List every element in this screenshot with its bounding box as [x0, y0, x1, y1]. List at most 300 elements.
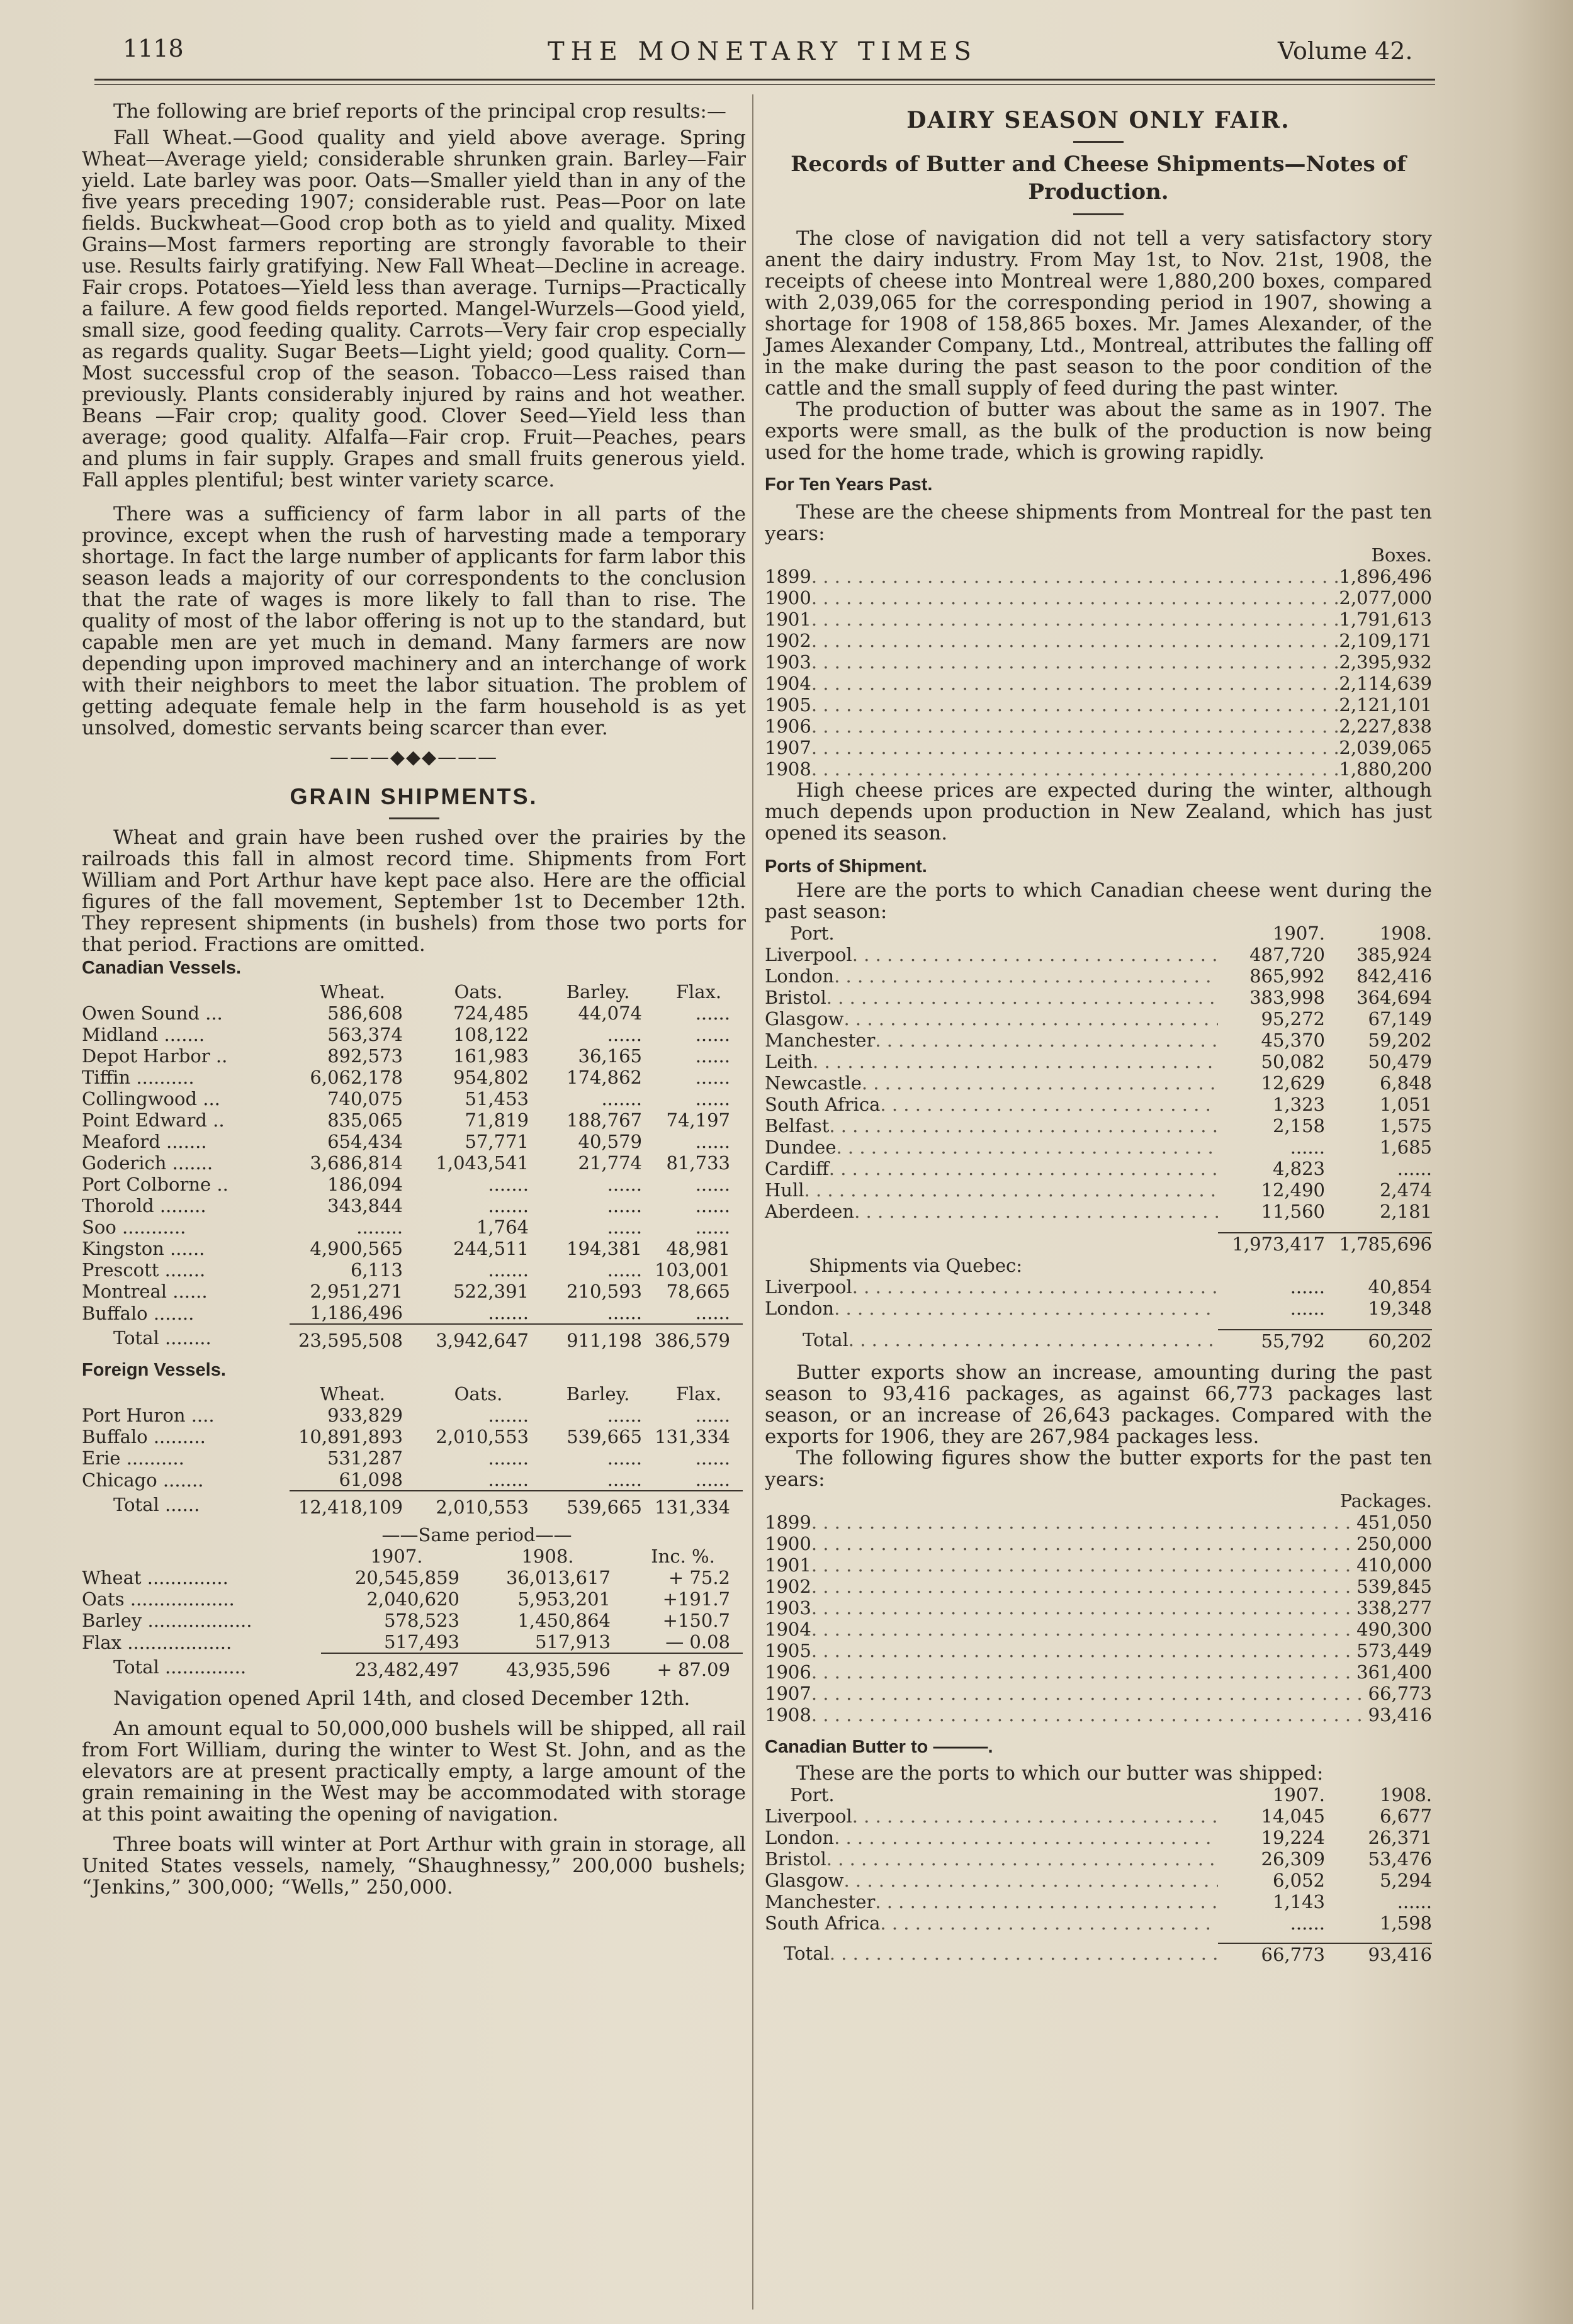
- port-name: Port Colborne ..: [82, 1174, 228, 1195]
- table-row: [82, 1259, 743, 1281]
- table-row: [82, 1088, 743, 1109]
- total-value: 12,418,109: [290, 1491, 415, 1518]
- total-value: 2,010,553: [415, 1491, 541, 1518]
- year-label: 1899: [765, 1512, 811, 1533]
- cell-value: 188,767: [567, 1109, 642, 1131]
- leader-dots: [875, 1891, 1218, 1912]
- value-1908: 1,685: [1379, 1137, 1432, 1158]
- cell-value: ......: [607, 1024, 642, 1045]
- table-row: [82, 1109, 743, 1131]
- total-value: 539,665: [541, 1491, 655, 1518]
- cell-value: 517,493: [384, 1631, 459, 1653]
- col-wheat: Wheat.: [320, 981, 385, 1002]
- leader-dots: [880, 1912, 1218, 1934]
- cell-value: 71,819: [465, 1109, 529, 1131]
- year-value: 2,039,065: [1339, 737, 1432, 758]
- table-header-row: [765, 1784, 1432, 1805]
- table-row: [82, 1174, 743, 1195]
- year-value: 1,880,200: [1339, 758, 1432, 780]
- total-value: 43,935,596: [472, 1653, 623, 1680]
- canadian-butter-heading: Canadian Butter to ———.: [765, 1737, 993, 1757]
- table-row: [82, 1631, 743, 1653]
- value-1908: 5,294: [1379, 1870, 1432, 1891]
- cell-value: 74,197: [666, 1109, 730, 1131]
- value-1908: 364,694: [1356, 987, 1432, 1008]
- table-header-row: [82, 1546, 743, 1567]
- value-1908: 2,181: [1379, 1201, 1432, 1222]
- cell-value: 2,951,271: [310, 1281, 403, 1302]
- value-1907: 11,560: [1261, 1201, 1325, 1222]
- leader-dots: [852, 1805, 1218, 1827]
- leader-dots: [811, 1533, 1356, 1554]
- value-1907: 383,998: [1249, 987, 1325, 1008]
- leader-dots: [804, 1179, 1218, 1201]
- leader-dots: [830, 1943, 1218, 1965]
- leader-dots: [811, 1619, 1356, 1640]
- port-name: Bristol: [765, 987, 826, 1008]
- value-1908: 26,371: [1368, 1827, 1432, 1848]
- table-row: [82, 1405, 743, 1426]
- port-name: Midland .......: [82, 1024, 205, 1045]
- total-label: Total: [803, 1329, 849, 1350]
- value-1907: 14,045: [1261, 1805, 1325, 1827]
- list-item: [765, 587, 1432, 609]
- leader-dots: [811, 1597, 1356, 1619]
- title-rule: [1073, 141, 1124, 143]
- leader-dots: [826, 987, 1218, 1008]
- port-name: Thorold ........: [82, 1195, 206, 1216]
- port-name: Aberdeen: [765, 1201, 855, 1222]
- total-1907: 55,792: [1218, 1329, 1325, 1352]
- col-1907: 1907.: [1272, 1784, 1325, 1805]
- port-name: Buffalo .........: [82, 1426, 206, 1447]
- table-row: [765, 1008, 1432, 1030]
- cell-value: 6,062,178: [310, 1067, 403, 1088]
- year-label: 1900: [765, 587, 811, 609]
- cell-value: .......: [488, 1195, 529, 1216]
- same-period-label: ——Same period——: [381, 1524, 572, 1546]
- list-item: [765, 1597, 1432, 1619]
- butter-ports-table: [765, 1784, 1432, 1965]
- table-row: [82, 1447, 743, 1469]
- cell-value: ......: [695, 1195, 730, 1216]
- column-rule: [752, 94, 753, 2310]
- table-row: [765, 987, 1432, 1008]
- value-1907: 12,490: [1261, 1179, 1325, 1201]
- table-row: [765, 1201, 1432, 1222]
- year-value: 539,845: [1356, 1576, 1432, 1597]
- leader-dots: [843, 1870, 1218, 1891]
- year-label: 1900: [765, 1533, 811, 1554]
- value-1908: 6,848: [1379, 1072, 1432, 1094]
- cell-value: 131,334: [655, 1426, 730, 1447]
- list-item: [765, 737, 1432, 758]
- total-label: Total ..............: [113, 1656, 247, 1678]
- dairy-paragraph-1: The close of navigation did not tell a very satisfactory story anent the dairy industry. From May 1st, to Nov. 21st, 1908, the receipts of cheese into Montreal were 1,880,200 boxes, compared with 2,039,065 for the corresponding period in 1907, showing a shortage for 1908 of 158,865 boxes. Mr. James Alexander, of the James Alexander Company, Ltd., Montreal, attributes the falling off in the make during the past season to the poor condition of the cattle and the small supply of feed during the past winter.: [765, 227, 1432, 400]
- value-1908: 53,476: [1368, 1848, 1432, 1870]
- leader-dots: [811, 1512, 1356, 1533]
- port-name: Erie ..........: [82, 1447, 184, 1469]
- value-1908: 19,348: [1368, 1298, 1432, 1319]
- value-1907: 2,158: [1272, 1115, 1325, 1137]
- left-column: [82, 101, 746, 1898]
- table-row: [82, 1281, 743, 1302]
- year-label: 1904: [765, 1619, 811, 1640]
- cell-value: ......: [695, 1447, 730, 1469]
- value-1907: ......: [1290, 1298, 1325, 1319]
- ten-years-heading: For Ten Years Past.: [765, 474, 933, 495]
- leader-dots: [834, 965, 1218, 987]
- spacer: [765, 1319, 1432, 1329]
- col-barley: Barley.: [566, 1383, 630, 1405]
- crop-report: Fall Wheat.—Good quality and yield above average. Spring Wheat—Average yield; considerable shrunken grain. Barley—Fair yield. Late barley was poor. Oats—Smaller yield than in any of the five years preceding 1907; considerable rust. Peas—Poor on late fields. Buckwheat—Good crop both as to yield and quality. Mixed Grains—Most farmers reporting are strongly favorable to their use. Results fairly gratifying. New Fall Wheat—Decline in acreage. Fair crops. Potatoes—Yield less than average. Turnips—Practically a failure. A few good fields reported. Mangel-Wurzels—Good yield, small size, good feeding quality. Carrots—Very fair crop especially as regards quality. Sugar Beets—Light yield; good quality. Corn— Most successful crop of the season. Tobacco—Less raised than previously. Plants considerably injured by rains and hot weather. Beans —Fair crop; quality good. Clover Seed—Yield less than average; good quality. Alfalfa—Fair crop. Fruit—Peaches, pears and plums in fair supply. Grapes and small fruits generous yield. Fall apples plentiful; best winter variety scarce.: [82, 126, 746, 491]
- cell-value: 517,913: [535, 1631, 611, 1653]
- total-value: 3,942,647: [415, 1324, 541, 1351]
- list-item: [765, 1661, 1432, 1683]
- table-row: [82, 1024, 743, 1045]
- cell-value: ......: [695, 1067, 730, 1088]
- leader-dots: [829, 1158, 1218, 1179]
- col-oats: Oats.: [454, 1383, 503, 1405]
- ports-table: [765, 923, 1432, 1352]
- cell-value: .......: [488, 1447, 529, 1469]
- port-name: Leith: [765, 1051, 813, 1072]
- port-name: Buffalo .......: [82, 1302, 195, 1324]
- leader-dots: [811, 1683, 1368, 1704]
- foreign-vessels-heading: Foreign Vessels.: [82, 1360, 226, 1380]
- packages-label: Packages.: [1339, 1490, 1432, 1512]
- port-name: Tiffin ..........: [82, 1067, 195, 1088]
- canadian-vessels-table: [82, 981, 743, 1351]
- year-value: 66,773: [1368, 1683, 1432, 1704]
- table-row: [765, 1891, 1432, 1912]
- cell-value: 2,010,553: [436, 1426, 529, 1447]
- cell-value: 108,122: [453, 1024, 529, 1045]
- cell-value: 343,844: [327, 1195, 403, 1216]
- total-value: 23,482,497: [321, 1653, 472, 1680]
- cell-value: + 75.2: [668, 1567, 730, 1588]
- year-label: 1906: [765, 716, 811, 737]
- col-barley: Barley.: [566, 981, 630, 1002]
- cell-value: ......: [607, 1216, 642, 1238]
- total-row: [765, 1329, 1432, 1352]
- total-label: Total ........: [113, 1327, 211, 1349]
- spacer: [835, 923, 1218, 944]
- port-name: Owen Sound ...: [82, 1002, 223, 1024]
- port-name: Cardiff: [765, 1158, 829, 1179]
- rail-paragraph: An amount equal to 50,000,000 bushels will be shipped, all rail from Fort William, during the winter to West St. John, and as the elevators are at present practically empty, a large amount of the grain remaining in the West may be accommodated with storage at this point awaiting the opening of navigation.: [82, 1717, 746, 1826]
- crop-intro: The following are brief reports of the principal crop results:—: [113, 100, 726, 123]
- cell-value: ........: [356, 1216, 403, 1238]
- cell-value: ......: [695, 1024, 730, 1045]
- port-name: Wheat ..............: [82, 1567, 228, 1588]
- subtitle-rule: [1073, 213, 1124, 215]
- year-value: 2,395,932: [1339, 651, 1432, 673]
- total-1908: 93,416: [1325, 1943, 1432, 1965]
- col-1908: 1908.: [1379, 923, 1432, 944]
- page-header: [94, 35, 1416, 72]
- cell-value: ......: [695, 1088, 730, 1109]
- cell-value: 654,434: [327, 1131, 403, 1152]
- col-1908: 1908.: [1379, 1784, 1432, 1805]
- table-row: [765, 1805, 1432, 1827]
- value-1908: ......: [1397, 1891, 1432, 1912]
- butter-ports-intro: These are the ports to which our butter was shipped:: [796, 1762, 1324, 1785]
- cell-value: ......: [607, 1405, 642, 1426]
- quebec-label: Shipments via Quebec:: [809, 1255, 1022, 1276]
- col-flax: Flax.: [675, 1383, 722, 1405]
- port-name: Dundee: [765, 1137, 837, 1158]
- list-item: [765, 609, 1432, 630]
- cheese-note: High cheese prices are expected during the winter, although much depends upon production in New Zealand, which has just opened its season.: [765, 779, 1432, 845]
- cell-value: ......: [695, 1045, 730, 1067]
- cell-value: ......: [695, 1002, 730, 1024]
- table-row: [82, 1131, 743, 1152]
- cell-value: 4,900,565: [310, 1238, 403, 1259]
- table-row: [765, 965, 1432, 987]
- port-name: Depot Harbor ..: [82, 1045, 228, 1067]
- year-value: 1,896,496: [1339, 566, 1432, 587]
- list-item: [765, 1512, 1432, 1533]
- cell-value: .......: [488, 1469, 529, 1490]
- port-name: Goderich .......: [82, 1152, 213, 1174]
- leader-dots: [843, 1008, 1218, 1030]
- value-1907: 6,052: [1272, 1870, 1325, 1891]
- year-value: 1,791,613: [1339, 609, 1432, 630]
- list-item: [765, 651, 1432, 673]
- year-label: 1902: [765, 630, 811, 651]
- cell-value: 531,287: [327, 1447, 403, 1469]
- port-name: Prescott .......: [82, 1259, 206, 1281]
- table-row: [765, 1870, 1432, 1891]
- col-1907: 1907.: [1272, 923, 1325, 944]
- port-name: London: [765, 1827, 835, 1848]
- port-name: Liverpool: [765, 1805, 852, 1827]
- port-name: Montreal ......: [82, 1281, 208, 1302]
- sum-1908: 1,785,696: [1325, 1232, 1432, 1255]
- port-name: South Africa: [765, 1094, 881, 1115]
- leader-dots: [811, 673, 1339, 694]
- list-item: [765, 673, 1432, 694]
- table-row: [82, 1195, 743, 1216]
- value-1907: 95,272: [1261, 1008, 1325, 1030]
- port-name: Liverpool: [765, 944, 852, 965]
- cell-value: 174,862: [567, 1067, 642, 1088]
- cell-value: ......: [607, 1259, 642, 1281]
- table-row: [765, 944, 1432, 965]
- table-row: [82, 1238, 743, 1259]
- table-header-row: [82, 981, 743, 1002]
- table-row: [82, 1469, 743, 1491]
- cell-value: +150.7: [662, 1610, 730, 1631]
- foreign-vessels-table: [82, 1383, 743, 1518]
- cell-value: ......: [695, 1216, 730, 1238]
- cell-value: 186,094: [327, 1174, 403, 1195]
- leader-dots: [811, 587, 1339, 609]
- leader-dots: [849, 1329, 1218, 1352]
- ports-intro: Here are the ports to which Canadian cheese went during the past season:: [765, 879, 1432, 923]
- leader-dots: [811, 1554, 1356, 1576]
- total-row: [82, 1491, 743, 1518]
- total-row: [765, 1943, 1432, 1965]
- port-name: Meaford .......: [82, 1131, 207, 1152]
- value-1907: 12,629: [1261, 1072, 1325, 1094]
- list-item: [765, 1640, 1432, 1661]
- list-item: [765, 1619, 1432, 1640]
- port-name: Port Huron ....: [82, 1405, 215, 1426]
- leader-dots: [875, 1030, 1218, 1051]
- port-name: Collingwood ...: [82, 1088, 220, 1109]
- year-value: 2,114,639: [1339, 673, 1432, 694]
- cheese-intro: These are the cheese shipments from Montreal for the past ten years:: [765, 501, 1432, 545]
- leader-dots: [811, 566, 1339, 587]
- cell-value: 81,733: [666, 1152, 730, 1174]
- port-name: London: [765, 965, 835, 987]
- port-name: South Africa: [765, 1912, 881, 1934]
- value-1907: 4,823: [1272, 1158, 1325, 1179]
- table-row: [765, 1276, 1432, 1298]
- table-row: [82, 1216, 743, 1238]
- leader-dots: [811, 758, 1339, 780]
- table-row: [82, 1610, 743, 1631]
- year-label: 1908: [765, 758, 811, 780]
- port-name: Chicago .......: [82, 1469, 204, 1491]
- leader-dots: [811, 1704, 1368, 1726]
- list-item: [765, 566, 1432, 587]
- cell-value: 539,665: [567, 1426, 642, 1447]
- leader-dots: [813, 1051, 1218, 1072]
- cell-value: ......: [695, 1302, 730, 1323]
- port-name: Glasgow: [765, 1870, 844, 1891]
- total-value: 386,579: [655, 1324, 743, 1351]
- total-row: [82, 1324, 743, 1351]
- total-row: [82, 1653, 743, 1680]
- list-item: [765, 694, 1432, 716]
- port-name: Barley ..................: [82, 1610, 252, 1631]
- value-1907: 1,143: [1272, 1891, 1325, 1912]
- butter-years-list: [765, 1512, 1432, 1726]
- spacer: [765, 1232, 1218, 1255]
- cell-value: 578,523: [384, 1610, 459, 1631]
- cell-value: 5,953,201: [517, 1588, 611, 1610]
- cell-value: 586,608: [327, 1002, 403, 1024]
- total-label: Total: [784, 1943, 830, 1964]
- year-label: 1908: [765, 1704, 811, 1726]
- labor-paragraph: There was a sufficiency of farm labor in all parts of the province, except when the rush of harvesting made a temporary shortage. In fact the large number of applicants for farm labor this season leads a majority of our correspondents to the conclusion that the rate of wages is more likely to fall than to rise. The quality of most of the labor offering is not up to the standard, but capable men are yet much in demand. Many farmers are now depending upon improved machinery and an interchange of work with their neighbors to meet the labor situation. The problem of getting adequate female help in the farm household is as yet unsolved, domestic servants being scarcer than ever.: [82, 503, 746, 739]
- col-flax: Flax.: [675, 981, 722, 1002]
- leader-dots: [880, 1094, 1218, 1115]
- cell-value: ......: [695, 1405, 730, 1426]
- leader-dots: [862, 1072, 1218, 1094]
- table-row: [765, 1912, 1432, 1934]
- value-1908: 1,051: [1379, 1094, 1432, 1115]
- cell-value: ......: [607, 1469, 642, 1490]
- port-name: Flax ..................: [82, 1631, 232, 1653]
- port-name: Liverpool: [765, 1276, 852, 1298]
- port-name: Oats ..................: [82, 1588, 235, 1610]
- cell-value: ......: [607, 1447, 642, 1469]
- cell-value: 954,802: [453, 1067, 529, 1088]
- port-name: Point Edward ..: [82, 1109, 225, 1131]
- leader-dots: [811, 630, 1339, 651]
- list-item: [765, 758, 1432, 780]
- table-row: [765, 1115, 1432, 1137]
- value-1908: 1,598: [1379, 1912, 1432, 1934]
- table-row: [82, 1045, 743, 1067]
- leader-dots: [837, 1137, 1219, 1158]
- col-wheat: Wheat.: [320, 1383, 385, 1405]
- cell-value: 210,593: [567, 1281, 642, 1302]
- cell-value: ......: [695, 1469, 730, 1490]
- table-row: [765, 1179, 1432, 1201]
- port-name: Soo ...........: [82, 1216, 186, 1238]
- cell-value: 21,774: [578, 1152, 642, 1174]
- cell-value: .......: [488, 1302, 529, 1323]
- value-1908: 50,479: [1368, 1051, 1432, 1072]
- year-label: 1899: [765, 566, 811, 587]
- list-item: [765, 1554, 1432, 1576]
- year-value: 250,000: [1356, 1533, 1432, 1554]
- table-row: [765, 1298, 1432, 1319]
- page-number: 1118: [123, 35, 184, 62]
- port-name: Newcastle: [765, 1072, 862, 1094]
- port-name: Hull: [765, 1179, 804, 1201]
- year-value: 2,109,171: [1339, 630, 1432, 651]
- cell-value: 78,665: [666, 1281, 730, 1302]
- year-value: 93,416: [1368, 1704, 1432, 1726]
- col-port: Port.: [790, 1784, 835, 1805]
- cell-value: 61,098: [339, 1469, 403, 1490]
- cell-value: 57,771: [465, 1131, 529, 1152]
- leader-dots: [811, 737, 1339, 758]
- cell-value: 44,074: [578, 1002, 642, 1024]
- leader-dots: [834, 1298, 1218, 1319]
- table-row: [82, 1002, 743, 1024]
- value-1907: 1,323: [1272, 1094, 1325, 1115]
- list-item: [765, 1704, 1432, 1726]
- leader-dots: [811, 1576, 1356, 1597]
- cell-value: 933,829: [327, 1405, 403, 1426]
- value-1908: 6,677: [1379, 1805, 1432, 1827]
- table-row: [765, 1848, 1432, 1870]
- table-row: [765, 1827, 1432, 1848]
- cell-value: 1,043,541: [436, 1152, 529, 1174]
- cell-value: 835,065: [327, 1109, 403, 1131]
- leader-dots: [852, 1276, 1218, 1298]
- year-value: 361,400: [1356, 1661, 1432, 1683]
- value-1908: 40,854: [1368, 1276, 1432, 1298]
- grain-shipments-title: GRAIN SHIPMENTS.: [290, 783, 538, 809]
- section-ornament: ———◆◆◆———: [329, 746, 499, 768]
- leader-dots: [811, 609, 1339, 630]
- value-1907: 865,992: [1249, 965, 1325, 987]
- total-value: 131,334: [655, 1491, 743, 1518]
- table-row: [765, 1030, 1432, 1051]
- year-value: 573,449: [1356, 1640, 1432, 1661]
- total-value: 911,198: [541, 1324, 655, 1351]
- cell-value: .......: [488, 1405, 529, 1426]
- year-value: 410,000: [1356, 1554, 1432, 1576]
- col-1907: 1907.: [370, 1546, 423, 1567]
- value-1907: ......: [1290, 1912, 1325, 1934]
- dairy-subtitle: Records of Butter and Cheese Shipments—Notes of Production.: [791, 152, 1406, 205]
- year-value: 2,077,000: [1339, 587, 1432, 609]
- leader-dots: [834, 1827, 1218, 1848]
- cell-value: — 0.08: [665, 1631, 730, 1653]
- cell-value: 522,391: [453, 1281, 529, 1302]
- cell-value: .......: [601, 1088, 642, 1109]
- value-1907: 487,720: [1249, 944, 1325, 965]
